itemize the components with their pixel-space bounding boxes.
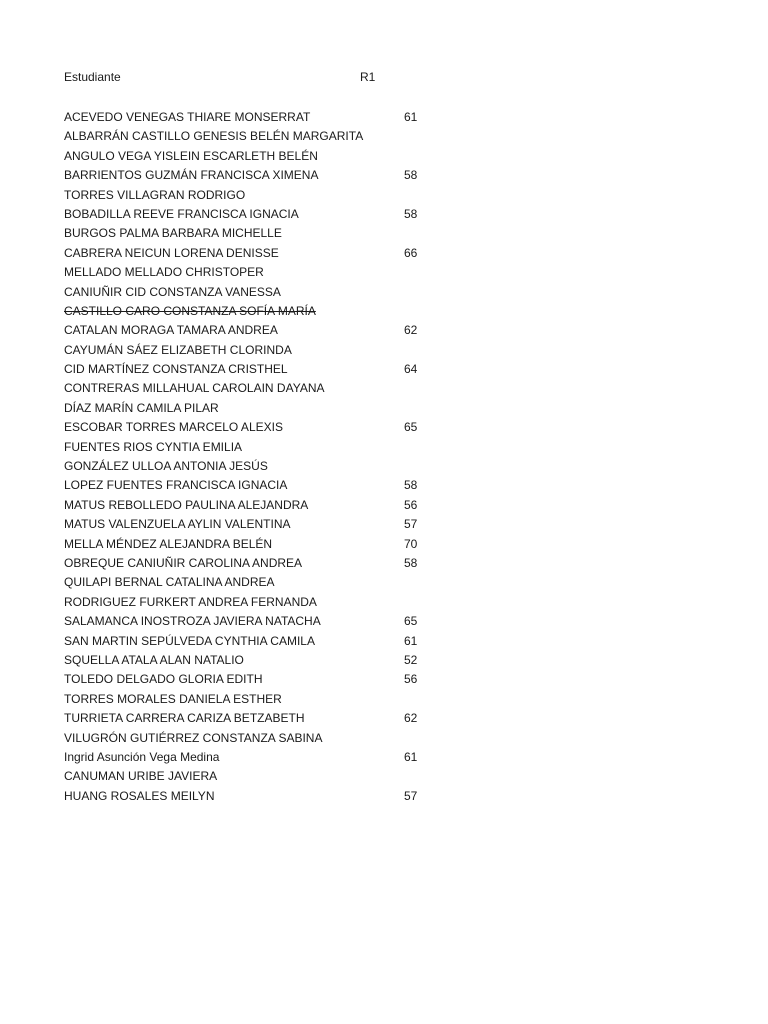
student-score: 57 [404,517,418,532]
student-row [64,632,464,651]
student-name: MELLADO MELLADO CHRISTOPER [64,265,264,280]
student-row [64,108,464,127]
student-row [64,418,464,437]
student-score: 56 [404,672,418,687]
student-row [64,438,464,457]
student-name: FUENTES RIOS CYNTIA EMILIA [64,439,243,454]
student-name: CANIUÑIR CID CONSTANZA VANESSA [64,284,281,299]
student-score: 58 [404,478,418,493]
student-row [64,341,464,360]
student-row [64,554,464,573]
student-name: ANGULO VEGA YISLEIN ESCARLETH BELÉN [64,148,318,163]
student-name: ALBARRÁN CASTILLO GENESIS BELÉN MARGARITA [64,129,364,144]
student-list [64,108,464,806]
student-row [64,593,464,612]
student-name: TORRES MORALES DANIELA ESTHER [64,691,282,706]
student-score: 56 [404,497,418,512]
student-name: CASTILLO CARO CONSTANZA SOFÍA MARÍA [64,303,316,318]
student-name: GONZÁLEZ ULLOA ANTONIA JESÚS [64,459,268,474]
student-name: CANUMAN URIBE JAVIERA [64,769,218,784]
student-name: HUANG ROSALES MEILYN [64,788,215,803]
student-score: 61 [404,110,418,124]
student-name: SQUELLA ATALA ALAN NATALIO [64,652,244,667]
student-name: SALAMANCA INOSTROZA JAVIERA NATACHA [64,614,321,629]
student-row [64,476,464,495]
student-score: 58 [404,168,418,183]
student-row [64,166,464,185]
student-name: SAN MARTIN SEPÚLVEDA CYNTHIA CAMILA [64,633,315,648]
student-name: BARRIENTOS GUZMÁN FRANCISCA XIMENA [64,168,319,183]
student-row [64,244,464,263]
student-score: 66 [404,245,418,260]
student-row [64,515,464,534]
student-name: CABRERA NEICUN LORENA DENISSE [64,245,279,260]
student-row [64,224,464,243]
student-score: 70 [404,536,418,551]
student-name: TOLEDO DELGADO GLORIA EDITH [64,672,263,687]
student-row [64,767,464,786]
table-header [64,70,464,89]
student-column-header: Estudiante [64,70,121,84]
student-name: MELLA MÉNDEZ ALEJANDRA BELÉN [64,536,273,551]
student-row [64,748,464,767]
student-name: BOBADILLA REEVE FRANCISCA IGNACIA [64,206,299,221]
student-score: 65 [404,420,418,435]
student-row [64,147,464,166]
student-name: MATUS REBOLLEDO PAULINA ALEJANDRA [64,497,309,512]
score-column-header: R1 [360,70,376,84]
student-name: CONTRERAS MILLAHUAL CAROLAIN DAYANA [64,381,325,396]
student-name: CAYUMÁN SÁEZ ELIZABETH CLORINDA [64,342,292,357]
student-score: 52 [404,652,418,667]
student-row [64,379,464,398]
student-row [64,496,464,515]
student-name: CATALAN MORAGA TAMARA ANDREA [64,323,278,338]
student-score: 64 [404,362,418,377]
student-name: ESCOBAR TORRES MARCELO ALEXIS [64,420,283,435]
student-name: QUILAPI BERNAL CATALINA ANDREA [64,575,275,590]
student-name: BURGOS PALMA BARBARA MICHELLE [64,226,282,241]
student-name: OBREQUE CANIUÑIR CAROLINA ANDREA [64,555,303,570]
student-row [64,457,464,476]
student-row [64,186,464,205]
student-row [64,709,464,728]
student-row [64,690,464,709]
student-row [64,670,464,689]
student-row [64,729,464,748]
student-row [64,651,464,670]
student-row [64,535,464,554]
student-score: 65 [404,614,418,629]
student-name: VILUGRÓN GUTIÉRREZ CONSTANZA SABINA [64,730,323,745]
student-name: ACEVEDO VENEGAS THIARE MONSERRAT [64,110,311,124]
student-score: 61 [404,749,418,764]
student-row [64,787,464,806]
student-row [64,399,464,418]
student-score: 62 [404,711,418,726]
student-name: DÍAZ MARÍN CAMILA PILAR [64,400,219,415]
student-name: LOPEZ FUENTES FRANCISCA IGNACIA [64,478,288,493]
student-row [64,263,464,282]
student-name: TORRES VILLAGRAN RODRIGO [64,187,246,202]
student-name: Ingrid Asunción Vega Medina [64,749,220,764]
student-row [64,127,464,146]
student-row [64,302,464,321]
student-row [64,360,464,379]
student-name: MATUS VALENZUELA AYLIN VALENTINA [64,517,291,532]
student-row [64,321,464,340]
student-row [64,205,464,224]
student-score: 62 [404,323,418,338]
student-name: TURRIETA CARRERA CARIZA BETZABETH [64,711,305,726]
student-row [64,283,464,302]
student-score: 61 [404,633,418,648]
student-row [64,612,464,631]
student-name: CID MARTÍNEZ CONSTANZA CRISTHEL [64,362,288,377]
student-score: 58 [404,555,418,570]
student-score: 58 [404,206,418,221]
student-row [64,573,464,592]
student-score: 57 [404,788,418,803]
student-name: RODRIGUEZ FURKERT ANDREA FERNANDA [64,594,317,609]
